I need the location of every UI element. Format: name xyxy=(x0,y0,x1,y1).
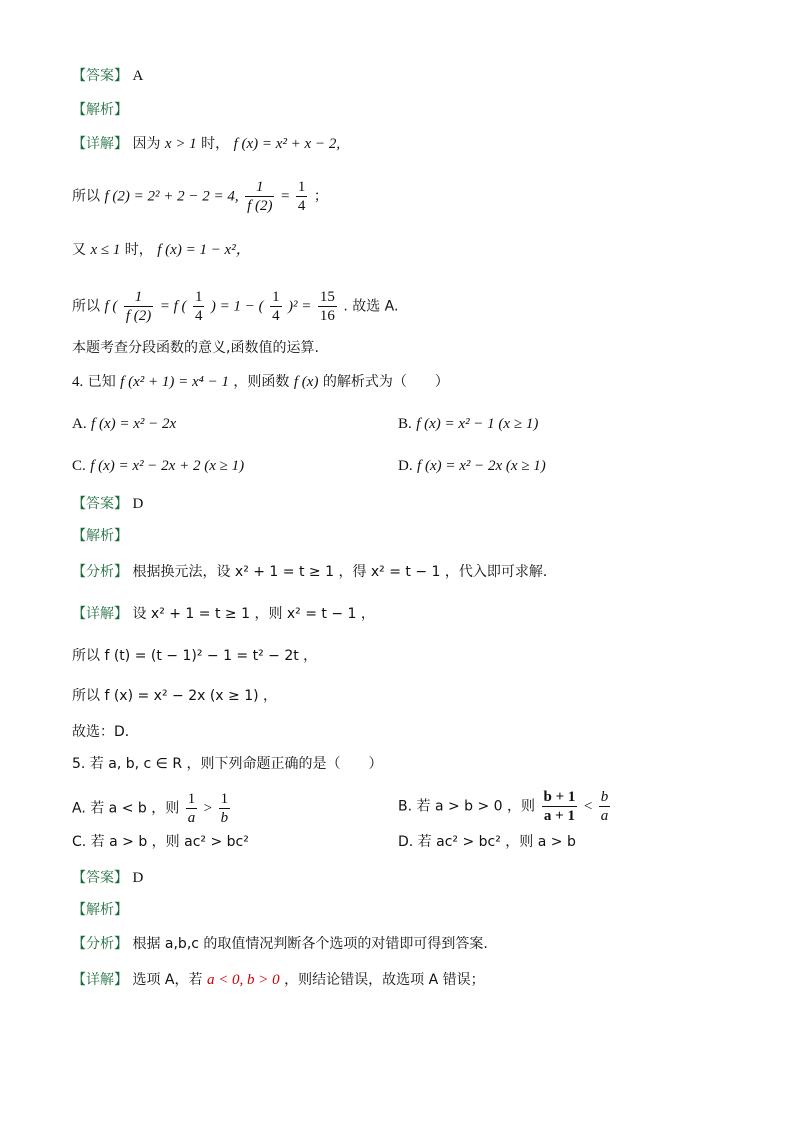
expr: ) = 1 − ( xyxy=(210,298,264,315)
option-a xyxy=(72,414,176,434)
detail-line xyxy=(72,604,375,624)
fraction xyxy=(245,178,274,215)
fraction-num: 1 xyxy=(194,289,203,305)
question-5-stem: 5. 若 a, b, c ∈ R ，则下列命题正确的是（ ） xyxy=(72,756,383,772)
fraction-num: 1 xyxy=(272,289,280,305)
condition: x > 1 xyxy=(164,136,197,152)
fraction-num: 1 xyxy=(245,178,274,197)
fenxi-text: 根据换元法，设 x² + 1 = t ≥ 1 ，得 x² = t − 1 ，代入即可求解． xyxy=(132,564,557,580)
option-expr: f (x) = x² − 1 (x ≥ 1) xyxy=(416,416,539,432)
conclusion: . 故选 A. xyxy=(343,298,399,315)
fraction-num: 1 xyxy=(187,791,196,807)
detail-line xyxy=(72,970,485,990)
fraction xyxy=(599,788,611,825)
fraction-num: 1 xyxy=(297,179,306,195)
operator: > xyxy=(203,800,213,817)
detail-text: 时， xyxy=(124,242,153,258)
fraction-num: b + 1 xyxy=(543,789,576,805)
fraction-den: f (2) xyxy=(247,198,273,214)
fraction xyxy=(318,288,337,325)
fraction-den: 4 xyxy=(194,308,203,324)
detail-text: 时， xyxy=(201,136,230,152)
answer-tag: 【答案】 xyxy=(72,496,128,512)
option-d xyxy=(398,456,546,476)
fraction xyxy=(124,288,153,325)
fraction-num: b xyxy=(600,789,609,805)
expr: )² = xyxy=(288,298,312,315)
stem-text: 已知 xyxy=(87,374,116,390)
option-label: C. xyxy=(72,458,86,474)
detail-line-1 xyxy=(72,134,340,154)
fraction xyxy=(270,288,282,325)
stem-text: 的解析式为（ ） xyxy=(322,374,449,390)
detail-tag: 【详解】 xyxy=(72,972,128,988)
f2-value: f (2) = 2² + 2 − 2 = 4, xyxy=(104,188,239,205)
answer-line xyxy=(72,494,143,514)
question-number: 4. xyxy=(72,374,84,390)
option-text: A. 若 a < b ，则 xyxy=(72,800,180,817)
detail-text: 所以 xyxy=(72,188,100,205)
detail-tag: 【详解】 xyxy=(72,606,128,622)
detail-line: 所以 f (t) = (t − 1)² − 1 = t² − 2t ， xyxy=(72,648,318,664)
detail-text: 选项 A，若 xyxy=(132,972,207,988)
answer-tag: 【答案】 xyxy=(72,68,128,84)
detail-tag: 【详解】 xyxy=(72,136,128,152)
option-a xyxy=(72,790,232,827)
fenxi-line xyxy=(72,562,557,582)
analysis-tag: 【解析】 xyxy=(72,902,128,918)
option-expr: f (x) = x² − 2x (x ≥ 1) xyxy=(417,458,546,474)
analysis-heading xyxy=(72,526,128,546)
fraction-den: a + 1 xyxy=(543,808,575,824)
detail-text: 又 xyxy=(72,242,86,258)
option-text: B. 若 a > b > 0 ，则 xyxy=(398,798,536,815)
stem-expr: f (x) xyxy=(293,374,319,390)
analysis-tag: 【解析】 xyxy=(72,102,128,118)
fraction-den: b xyxy=(220,810,229,826)
fenxi-text: 根据 a,b,c 的取值情况判断各个选项的对错即可得到答案. xyxy=(132,936,488,952)
detail-text: ，则结论错误，故选项 A 错误； xyxy=(284,972,485,988)
answer-line xyxy=(72,66,143,86)
condition: x ≤ 1 xyxy=(90,242,121,258)
analysis-heading xyxy=(72,100,128,120)
fraction-den: 16 xyxy=(319,308,335,324)
answer-value: D xyxy=(132,870,144,886)
fraction xyxy=(186,790,198,827)
fraction-num: 1 xyxy=(124,288,153,307)
detail-text: 设 x² + 1 = t ≥ 1 ，则 x² = t − 1 ， xyxy=(132,606,375,622)
fraction-den: a xyxy=(600,808,609,824)
fenxi-line xyxy=(72,934,488,954)
operator: < xyxy=(583,798,593,815)
function-def: f (x) = x² + x − 2, xyxy=(233,136,341,152)
option-expr: f (x) = x² − 2x xyxy=(91,416,177,432)
answer-value: D xyxy=(132,496,144,512)
fraction-den: f (2) xyxy=(125,308,152,324)
option-c xyxy=(72,456,244,476)
detail-text: 因为 xyxy=(132,136,161,152)
fraction-den: 4 xyxy=(297,198,306,214)
option-label: D. xyxy=(398,458,413,474)
detail-line: 故选：D． xyxy=(72,724,139,740)
option-b xyxy=(398,414,538,434)
analysis-heading xyxy=(72,900,128,920)
highlighted-condition: a < 0, b > 0 xyxy=(206,972,280,988)
answer-line xyxy=(72,868,143,888)
fraction-num: 1 xyxy=(220,791,229,807)
detail-line-3 xyxy=(72,240,251,260)
option-expr: f (x) = x² − 2x + 2 (x ≥ 1) xyxy=(90,458,245,474)
detail-text: 所以 xyxy=(72,298,100,315)
fenxi-tag: 【分析】 xyxy=(72,564,128,580)
detail-line-2: 所以 f (2) = 2² + 2 − 2 = 4, $\frac{1}{f (2)}$ = $\frac{1}{4}$ ； xyxy=(72,179,328,214)
option-b xyxy=(398,788,612,825)
analysis-tag: 【解析】 xyxy=(72,528,128,544)
expr: f ( xyxy=(104,298,118,315)
function-def: f (x) = 1 − x²， xyxy=(157,242,251,258)
question-4-stem xyxy=(72,372,449,392)
fraction-den: a xyxy=(187,810,196,826)
fraction xyxy=(193,288,205,325)
fraction-den: 4 xyxy=(272,308,280,324)
answer-tag: 【答案】 xyxy=(72,870,128,886)
expr: = f ( xyxy=(159,298,187,315)
stem-expr: f (x² + 1) = x⁴ − 1 xyxy=(120,374,229,390)
detail-line: 所以 f (x) = x² − 2x (x ≥ 1) ， xyxy=(72,688,278,704)
option-label: B. xyxy=(398,416,412,432)
fraction xyxy=(296,178,308,215)
answer-value: A xyxy=(132,68,144,84)
punct: ； xyxy=(313,188,328,205)
fraction xyxy=(542,788,578,825)
fraction-num: 15 xyxy=(319,289,335,305)
summary-text: 本题考查分段函数的意义,函数值的运算. xyxy=(72,340,319,356)
detail-line-4 xyxy=(72,288,398,325)
fenxi-tag: 【分析】 xyxy=(72,936,128,952)
stem-text: ，则函数 xyxy=(233,374,290,390)
option-c: C. 若 a > b ，则 ac² > bc² xyxy=(72,834,249,850)
fraction xyxy=(219,790,231,827)
option-d: D. 若 ac² > bc² ，则 a > b xyxy=(398,834,576,850)
option-label: A. xyxy=(72,416,87,432)
